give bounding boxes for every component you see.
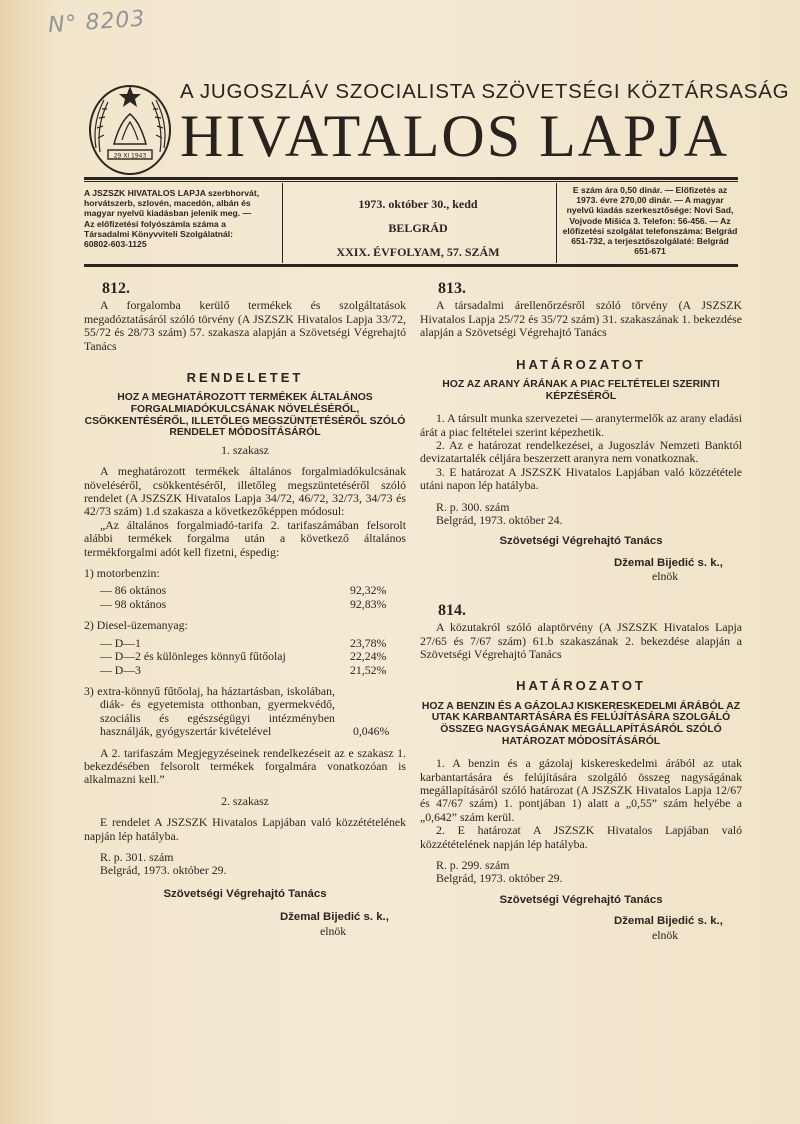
- decision-heading: HATÁROZATOT: [516, 678, 646, 694]
- section-title: 1. szakasz: [221, 442, 269, 457]
- price-info: E szám ára 0,50 dinár. — Előfizetés az 1973. évre 270,00 dinár. — A magyar nyelvű kiadás szerkesztősége: Novi Sad, Vojvode Mišića 3. Telefon: 56-456. — Az előfizetési szolgálat telefonszáma: Belgrád 651-732, a terjesztőszolgálaté: Belgrád 651-671: [562, 185, 738, 257]
- table-row: [100, 598, 406, 611]
- fuel-label: — D—3: [100, 662, 141, 677]
- list-item: 2) Diesel-üzemanyag:: [84, 618, 188, 633]
- issue-place: BELGRÁD: [388, 221, 448, 235]
- signatory-name: Džemal Bijedić s. k.,: [614, 556, 723, 569]
- signatory-name: Džemal Bijedić s. k.,: [614, 915, 723, 928]
- fuel-rate: 92,32%: [350, 583, 387, 598]
- signatory-title: elnök: [320, 923, 347, 938]
- issue-info: [300, 192, 536, 264]
- masthead-rule-thin: [84, 181, 738, 182]
- list-item: 1) motorbenzin:: [84, 566, 160, 581]
- list-item: [84, 685, 406, 739]
- fuel-rate: 92,83%: [350, 596, 387, 611]
- section-title: 2. szakasz: [221, 793, 269, 808]
- paragraph: „Az általános forgalmiadó-tarifa 2. tarifaszámában felsorolt alábbi termékek forgalma után a következő általános termékforgalmi adót kell fizetni, éspedig:: [84, 517, 406, 559]
- right-column: [420, 282, 742, 942]
- table-row: [100, 584, 406, 597]
- fuel-label: — D—2 és különleges könnyű fűtőolaj: [100, 649, 286, 664]
- signatory-title: elnök: [652, 927, 679, 942]
- paragraph: 2. E határozat A JSZSZK Hivatalos Lapjában való közzétételének napján lép hatályba.: [420, 823, 742, 851]
- preamble: A társadalmi árellenőrzésről szóló törvény (A JSZSZK Hivatalos Lapja 25/72 és 35/72 szám) 31. szakaszának 1. bekezdése alapján a Szövetségi Végrehajtó Tanács: [420, 298, 742, 340]
- publication-info: A JSZSZK HIVATALOS LAPJA szerbhorvát, horvátszerb, szlovén, macedón, albán és magyar nyelvű kiadásban jelenik meg. — Az előfizetési folyószámla száma a Társadalmi Könyvviteli Szolgálatnál: 60802-603-1125: [84, 188, 260, 250]
- table-row: [100, 664, 406, 677]
- left-column: [84, 282, 406, 938]
- paragraph: E rendelet A JSZSZK Hivatalos Lapjában való közzétételének napján lép hatályba.: [84, 815, 406, 843]
- divider: [282, 183, 283, 263]
- paragraph: A meghatározott termékek általános forgalmiadókulcsának növeléséről, csökkentéséről, illetőleg megszüntetéséről szóló rendelet (A JSZSZK Hivatalos Lapja 34/72, 46/72, 32/73, 34/73 és 42/73 szám) 1.d szakasza a következőképpen módosul:: [84, 464, 406, 519]
- signatory-name: Džemal Bijedić s. k.,: [280, 911, 389, 924]
- decision-subheading: HOZ A BENZIN ÉS A GÁZOLAJ KISKERESKEDELMI ÁRÁBÓL AZ UTAK KARBANTARTÁSÁRA ÉS FELÚJÍTÁSÁRA SZOLGÁLÓ ÖSSZEG NAGYSÁGÁNAK MEGÁLLAPÍTÁSÁRÓL SZÓLÓ HATÁROZAT MÓDOSÍTÁSÁRÓL: [421, 700, 741, 747]
- paragraph: A 2. tarifaszám Megjegyzéseinek rendelkezéseit az e szakasz 1. bekezdésében felsorolt termékek forgalmára vonatkozóan is alkalmazni kell.”: [84, 745, 406, 787]
- item-number: 812.: [102, 280, 130, 297]
- document-date: Belgrád, 1973. október 29.: [100, 863, 227, 878]
- signatory-body: Szövetségi Végrehajtó Tanács: [499, 893, 663, 906]
- signatory-title: elnök: [652, 569, 679, 584]
- reference-number: R. p. 299. szám: [436, 857, 510, 872]
- fuel-rate: 0,046%: [352, 724, 390, 739]
- masthead-subtitle: A JUGOSZLÁV SZOCIALISTA SZÖVETSÉGI KÖZTÁRSASÁG: [180, 80, 790, 103]
- decree-subheading: HOZ A MEGHATÁROZOTT TERMÉKEK ÁLTALÁNOS FORGALMIADÓKULCSÁNAK NÖVELÉSÉRŐL, CSÖKKENTÉSÉRŐL, ILLETŐLEG MEGSZÜNTETÉSÉRŐL SZÓLÓ RENDELET MÓDOSÍTÁSÁRÓL: [84, 392, 406, 439]
- divider: [556, 183, 557, 263]
- state-emblem-icon: [84, 78, 176, 178]
- preamble: A forgalomba kerülő termékek és szolgáltatások megadóztatásáról szóló törvény (A JSZSZK Hivatalos Lapja 33/72, 55/72 és 28/73 szám) 57. szakasza alapján a Szövetségi Végrehajtó Tanács: [84, 298, 406, 353]
- fuel-rate: 23,78%: [350, 635, 387, 650]
- paragraph: 1. A benzin és a gázolaj kiskereskedelmi árából az utak karbantartására és felújítására szolgáló összeg nagyságának megállapításáról szóló határozat (A JSZSZK Hivatalos Lapja 12/67 és 47/67 szám) 1. pontjában 1) alatt a „0,55” szám helyébe a „0,642” szám kerül.: [420, 756, 742, 824]
- fuel-label: — 98 oktános: [100, 596, 167, 611]
- issue-date: 1973. október 30., kedd: [358, 197, 478, 211]
- fuel-label: — 86 oktános: [100, 583, 167, 598]
- item-number: 814.: [438, 601, 466, 619]
- handwritten-archive-number: N° 8203: [47, 6, 147, 39]
- issue-number: XXIX. ÉVFOLYAM, 57. SZÁM: [336, 245, 500, 259]
- table-row: [100, 650, 406, 663]
- list-item-text: 3) extra-könnyű fűtőolaj, ha háztartásban, iskolában, diák- és egyetemista otthonban, gyermekvédő, szociális és egészségügyi intézményben használják, gyógyszertár kivételével: [84, 683, 335, 739]
- paragraph: 3. E határozat A JSZSZK Hivatalos Lapjában való közzététele utáni napon lép hatályba.: [420, 464, 742, 493]
- table-row: [100, 637, 406, 650]
- signatory-body: Szövetségi Végrehajtó Tanács: [499, 535, 663, 548]
- paragraph: 1. A társult munka szervezetei — aranytermelők az arany eladási árát a piac feltételei szerint képezhetik.: [420, 411, 742, 439]
- fuel-rate: 22,24%: [350, 649, 387, 664]
- reference-number: R. p. 300. szám: [436, 499, 510, 514]
- fuel-table: [84, 637, 406, 677]
- masthead-rule: [84, 177, 738, 180]
- signatory-body: Szövetségi Végrehajtó Tanács: [163, 887, 327, 900]
- item-number: 813.: [438, 280, 466, 297]
- fuel-label: — D—1: [100, 635, 141, 650]
- document-date: Belgrád, 1973. október 29.: [436, 871, 563, 886]
- paragraph: 2. Az e határozat rendelkezései, a Jugoszláv Nemzeti Banktól devizatartalék céljára beszerzett aranyra nem vonatkoznak.: [420, 438, 742, 466]
- document-date: Belgrád, 1973. október 24.: [436, 513, 563, 528]
- fuel-table: [84, 584, 406, 611]
- reference-number: R. p. 301. szám: [100, 849, 174, 864]
- masthead-title: HIVATALOS LAPJA: [180, 103, 730, 169]
- svg-text:29 XI 1943: 29 XI 1943: [113, 152, 147, 160]
- decision-subheading: HOZ AZ ARANY ÁRÁNAK A PIAC FELTÉTELEI SZERINTI KÉPZÉSÉRŐL: [442, 379, 720, 402]
- masthead-bottom-rule: [84, 264, 738, 267]
- decree-heading: RENDELETET: [186, 370, 304, 386]
- fuel-rate: 21,52%: [350, 662, 387, 677]
- decision-heading: HATÁROZATOT: [516, 356, 646, 372]
- preamble: A közutakról szóló alaptörvény (A JSZSZK Hivatalos Lapja 27/65 és 7/67 szám) 61.b szakaszának 2. bekezdése alapján a Szövetségi Végrehajtó Tanács: [420, 620, 742, 661]
